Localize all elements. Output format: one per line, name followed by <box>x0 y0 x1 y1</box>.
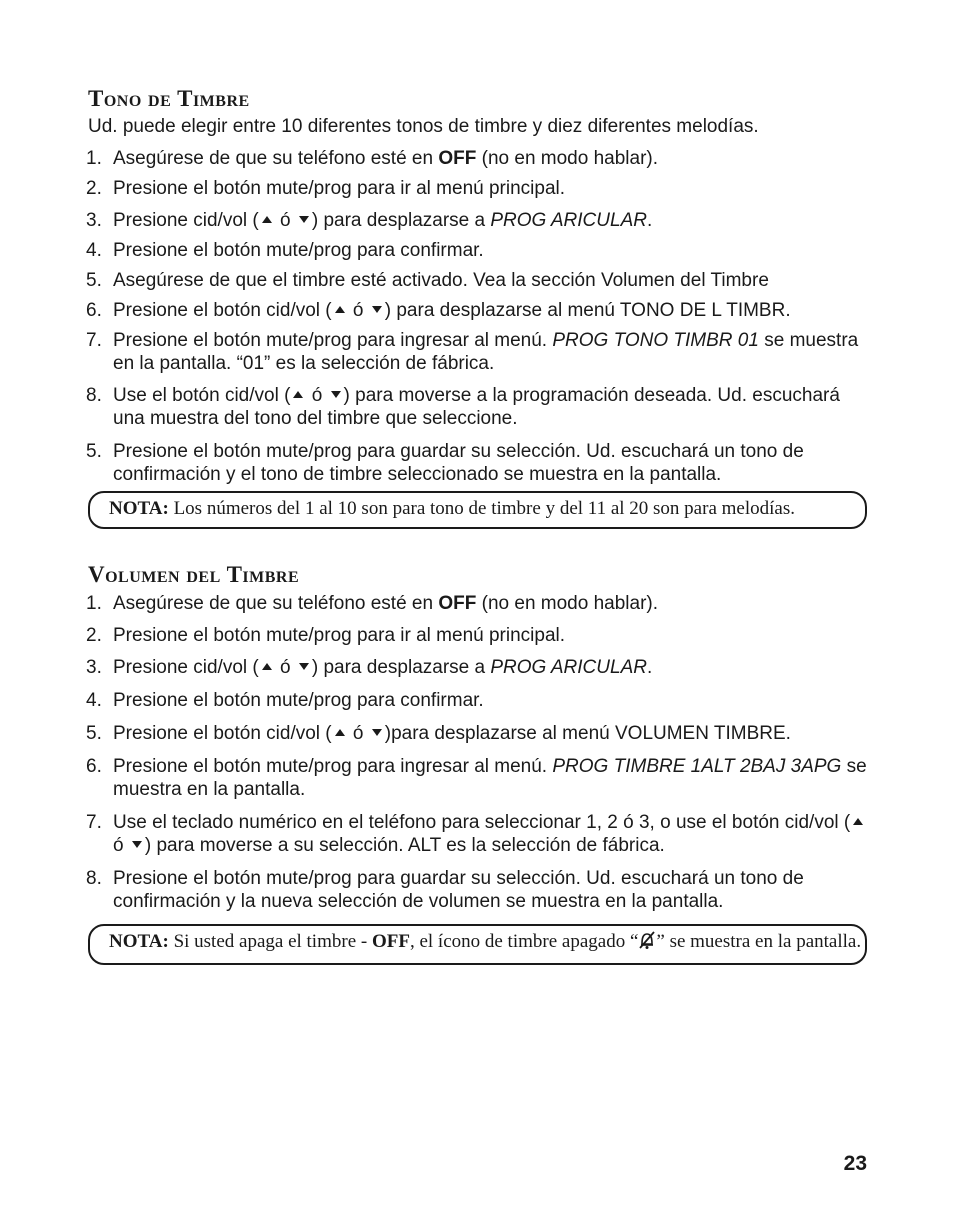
arrow-up-icon <box>335 729 345 736</box>
ring-volume-steps <box>86 592 876 913</box>
list-item: 4. Presione el botón mute/prog para confirmar. <box>86 240 484 261</box>
section-intro: Ud. puede elegir entre 10 diferentes tonos de timbre y diez diferentes melodías. <box>88 116 759 137</box>
list-item: 8. Use el botón cid/vol ( ó ) para moverse a la programación deseada. Ud. escuchará una muestra del tono del timbre que seleccione. <box>86 385 840 429</box>
note-box <box>88 491 867 529</box>
list-item: 3. Presione cid/vol ( ó ) para desplazarse a PROG ARICULAR. <box>86 657 653 678</box>
list-item: 2. Presione el botón mute/prog para ir al menú principal. <box>86 178 566 199</box>
note-label: NOTA: <box>109 498 169 519</box>
arrow-down-icon <box>299 216 309 223</box>
section-title-ring-volume: Volumen del Timbre <box>88 562 300 587</box>
list-item: 6. Presione el botón cid/vol ( ó ) para desplazarse al menú TONO DE L TIMBR. <box>86 300 791 321</box>
section-title-ring-tone: Tono de Timbre <box>88 86 250 111</box>
list-item: 4. Presione el botón mute/prog para confirmar. <box>86 690 484 711</box>
arrow-up-icon <box>293 391 303 398</box>
ring-tone-steps <box>86 147 876 486</box>
list-item: 5. Presione el botón cid/vol ( ó )para desplazarse al menú VOLUMEN TIMBRE. <box>86 723 791 744</box>
list-item: 2. Presione el botón mute/prog para ir al menú principal. <box>86 625 566 646</box>
arrow-down-icon <box>299 663 309 670</box>
page-number: 23 <box>843 1152 867 1175</box>
arrow-down-icon <box>372 729 382 736</box>
list-item: 5. Presione el botón mute/prog para guardar su selección. Ud. escuchará un tono de confirmación y el tono de timbre seleccionado se muestra en la pantalla. <box>86 441 804 485</box>
arrow-up-icon <box>262 216 272 223</box>
note-box: NOTA: Si usted apaga el timbre - OFF, el ícono de timbre apagado “ ” se muestra en la pantalla. <box>88 924 867 965</box>
list-item: 8. Presione el botón mute/prog para guardar su selección. Ud. escuchará un tono de confirmación y la nueva selección de volumen se muestra en la pantalla. <box>86 868 804 912</box>
arrow-down-icon <box>132 841 142 848</box>
arrow-up-icon <box>262 663 272 670</box>
list-item: 6. Presione el botón mute/prog para ingresar al menú. PROG TIMBRE 1ALT 2BAJ 3APG se muestra en la pantalla. <box>86 756 867 800</box>
list-item: 1. Asegúrese de que su teléfono esté en OFF (no en modo hablar). <box>86 593 659 614</box>
list-item: 7. Presione el botón mute/prog para ingresar al menú. PROG TONO TIMBR 01 se muestra en la pantalla. “01” es la selección de fábrica. <box>86 330 859 374</box>
arrow-up-icon <box>335 306 345 313</box>
arrow-down-icon <box>331 391 341 398</box>
note-label: NOTA: <box>109 931 169 952</box>
list-item: 3. Presione cid/vol ( ó ) para desplazarse a PROG ARICULAR. <box>86 210 653 231</box>
list-item: 7. Use el teclado numérico en el teléfono para seleccionar 1, 2 ó 3, o use el botón cid/vol ( ó ) para moverse a su selección. ALT es la selección de fábrica. <box>86 811 876 857</box>
note-text: Los números del 1 al 10 son para tono de timbre y del 11 al 20 son para melodías. <box>168 498 795 519</box>
list-item: 1. Asegúrese de que su teléfono esté en OFF (no en modo hablar). <box>86 148 659 169</box>
list-item: 5. Asegúrese de que el timbre esté activado. Vea la sección Volumen del Timbre <box>86 270 769 291</box>
ringer-off-icon <box>638 930 656 957</box>
arrow-up-icon <box>853 818 863 825</box>
arrow-down-icon <box>372 306 382 313</box>
